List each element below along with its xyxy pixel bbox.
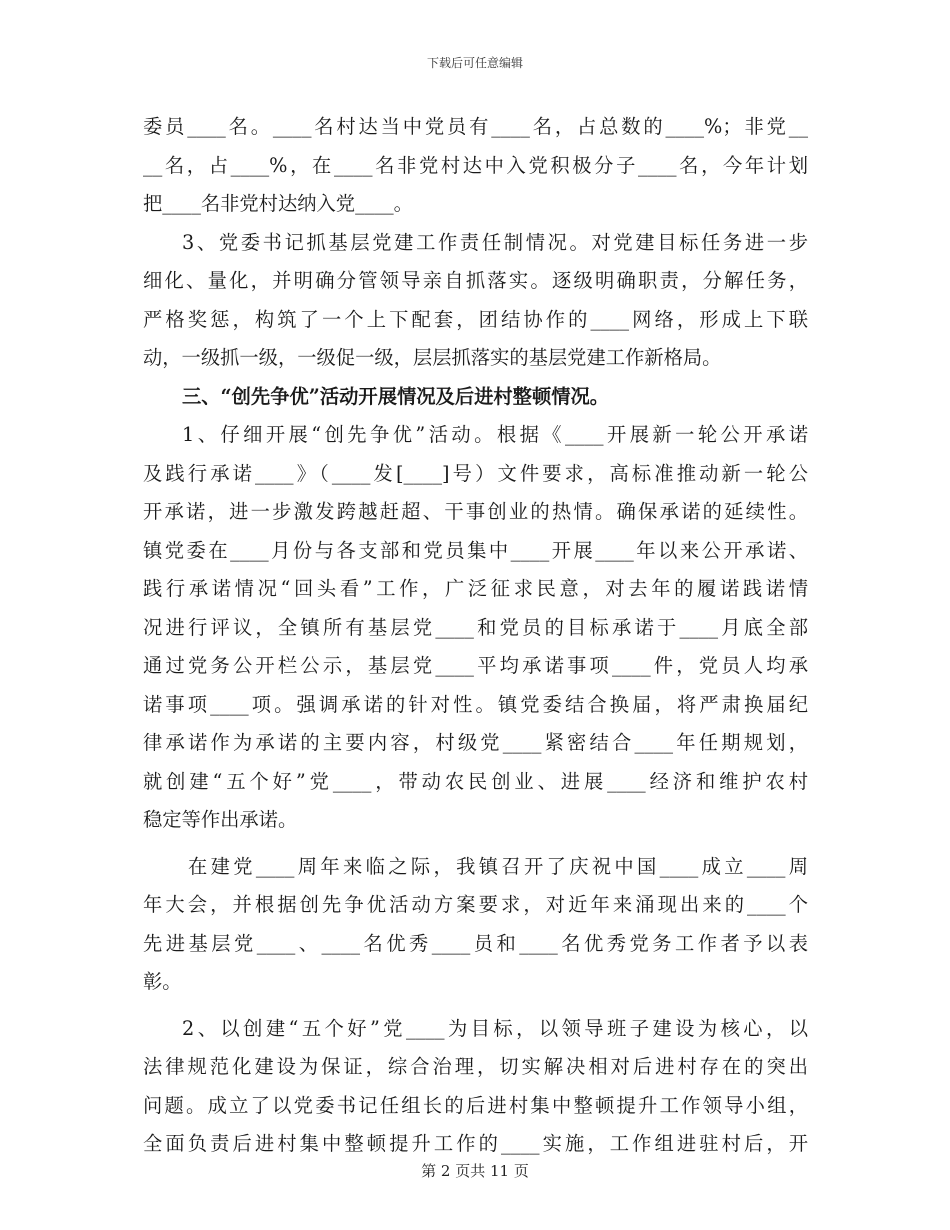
text-line: 委员____名。____名村达当中党员有____名，占总数的____%；非党__ xyxy=(143,115,808,138)
document-body xyxy=(143,108,808,1164)
text-line: 践行承诺情况“回头看”工作，广泛征求民意，对去年的履诺践诺情 xyxy=(143,577,808,600)
paragraph xyxy=(143,224,808,378)
text-line: 及践行承诺____》（____发[____]号）文件要求，高标准推动新一轮公 xyxy=(143,461,808,485)
text-line: 3、党委书记抓基层党建工作责任制情况。对党建目标任务进一步 xyxy=(182,230,808,254)
text-line: 1、仔细开展“创先争优”活动。根据《____开展新一轮公开承诺 xyxy=(182,423,808,446)
text-line: 镇党委在____月份与各支部和党员集中____开展____年以来公开承诺、 xyxy=(143,538,808,562)
paragraph xyxy=(143,1010,808,1164)
paragraph xyxy=(143,416,808,840)
text-line: 2、以创建“五个好”党____为目标，以领导班子建设为核心，以 xyxy=(182,1016,808,1040)
text-line: 通过党务公开栏公示，基层党____平均承诺事项____件，党员人均承 xyxy=(143,654,808,677)
text-line: 彰。 xyxy=(143,970,182,993)
paragraph-gap xyxy=(143,1002,808,1010)
text-line: 法律规范化建设为保证，综合治理，切实解决相对后进村存在的突出 xyxy=(143,1055,808,1078)
text-line: 就创建“五个好”党____，带动农民创业、进展____经济和维护农村 xyxy=(143,769,808,793)
text-line: 严格奖惩，构筑了一个上下配套，团结协作的____网络，形成上下联 xyxy=(143,307,808,331)
page-footer: 第 2 页共 11 页 xyxy=(421,1162,529,1180)
paragraph xyxy=(143,108,808,224)
text-line: 动，一级抓一级，一级促一级，层层抓落实的基层党建工作新格局。 xyxy=(143,346,722,369)
text-line: 况进行评议，全镇所有基层党____和党员的目标承诺于____月底全部 xyxy=(143,615,808,639)
paragraph-gap xyxy=(143,840,808,848)
text-line: 全面负责后进村集中整顿提升工作的____实施，工作组进驻村后，开 xyxy=(143,1132,808,1155)
text-line: 先进基层党____、____名优秀____员和____名优秀党务工作者予以表 xyxy=(143,931,808,955)
text-line: 稳定等作出承诺。 xyxy=(143,808,298,831)
text-line: 细化、量化，并明确分管领导亲自抓落实。逐级明确职责，分解任务， xyxy=(143,269,808,292)
page-header: 下载后可任意编辑 xyxy=(426,56,523,70)
text-line: __名，占____%，在____名非党村达中入党积极分子____名，今年计划 xyxy=(143,153,808,177)
section-heading xyxy=(143,378,808,417)
text-line: 开承诺，进一步激发跨越赶超、干事创业的热情。确保承诺的延续性。 xyxy=(143,500,808,523)
text-line: 问题。成立了以党委书记任组长的后进村集中整顿提升工作领导小组， xyxy=(143,1093,808,1117)
text-line: 年大会，并根据创先争优活动方案要求，对近年来涌现出来的____个 xyxy=(143,893,808,916)
text-line: 律承诺作为承诺的主要内容，村级党____紧密结合____年任期规划， xyxy=(143,731,808,754)
paragraph xyxy=(143,848,808,1002)
text-line: 诺事项____项。强调承诺的针对性。镇党委结合换届，将严肃换届纪 xyxy=(143,692,808,716)
text-line: 把____名非党村达纳入党____。 xyxy=(143,192,413,215)
heading-text: 三、“创先争优”活动开展情况及后进村整顿情况。 xyxy=(182,384,610,408)
text-line: 在建党____周年来临之际，我镇召开了庆祝中国____成立____周 xyxy=(188,854,808,878)
